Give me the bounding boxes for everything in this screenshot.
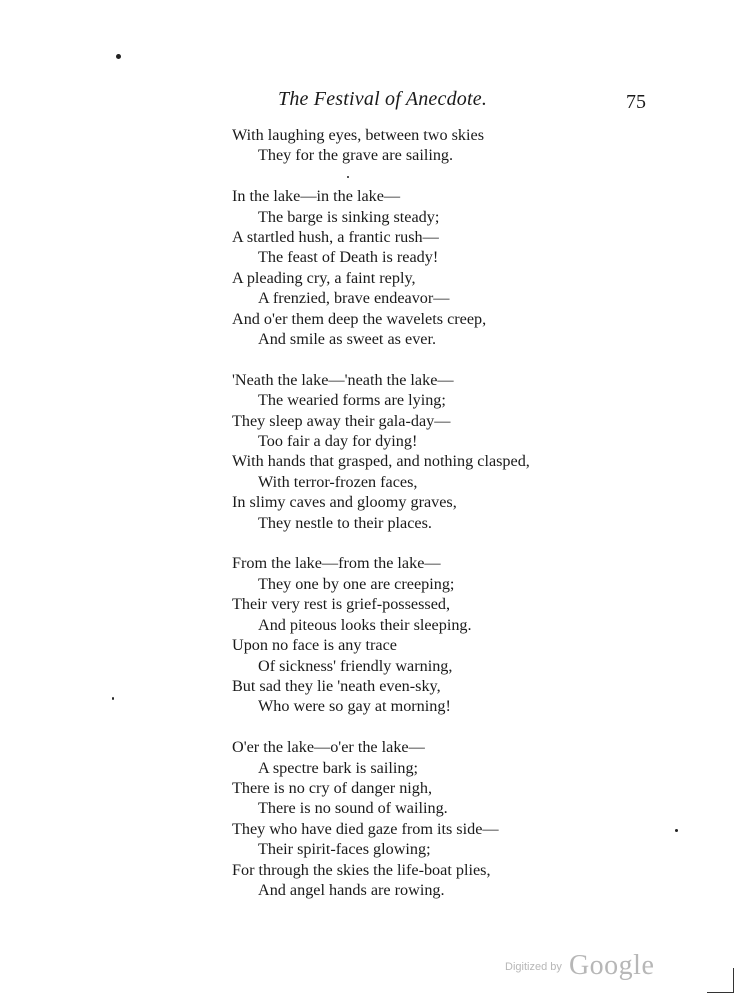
poem-line: And angel hands are rowing. bbox=[258, 880, 445, 899]
poem-line: With hands that grasped, and nothing clasped, bbox=[232, 452, 530, 471]
digitized-watermark bbox=[505, 950, 654, 982]
poem-line: 'Neath the lake—'neath the lake— bbox=[232, 370, 454, 389]
poem-line: They nestle to their places. bbox=[258, 513, 432, 532]
poem-line: And o'er them deep the wavelets creep, bbox=[232, 309, 487, 328]
poem-body bbox=[232, 125, 652, 921]
poem-line: With laughing eyes, between two skies bbox=[232, 126, 484, 144]
poem-line: And piteous looks their sleeping. bbox=[258, 615, 472, 634]
poem-line: There is no sound of wailing. bbox=[258, 799, 448, 818]
poem-line: For through the skies the life-boat plies, bbox=[232, 860, 491, 879]
poem-line: Too fair a day for dying! bbox=[258, 432, 418, 451]
poem-line: With terror-frozen faces, bbox=[258, 472, 418, 491]
page-header bbox=[0, 88, 735, 118]
poem-line: The feast of Death is ready! bbox=[258, 248, 439, 267]
ink-speck bbox=[675, 829, 678, 832]
poem-line: They one by one are creeping; bbox=[258, 574, 455, 593]
page-number: 75 bbox=[626, 91, 646, 113]
poem-line: From the lake—from the lake— bbox=[232, 554, 441, 573]
running-title: The Festival of Anecdote. bbox=[278, 88, 488, 110]
poem-line: The wearied forms are lying; bbox=[258, 391, 446, 410]
poem-line: A spectre bark is sailing; bbox=[258, 758, 419, 777]
stanza bbox=[232, 370, 652, 533]
ink-speck bbox=[116, 54, 121, 59]
poem-line: O'er the lake—o'er the lake— bbox=[232, 738, 425, 757]
stanza bbox=[232, 737, 652, 900]
poem-line: A pleading cry, a faint reply, bbox=[232, 268, 416, 287]
poem-line: And smile as sweet as ever. bbox=[258, 330, 437, 349]
poem-line: But sad they lie 'neath even-sky, bbox=[232, 676, 441, 695]
ink-speck bbox=[112, 697, 114, 700]
scan-corner-mark bbox=[707, 968, 734, 993]
google-logo: Google bbox=[568, 950, 655, 981]
poem-line: Who were so gay at morning! bbox=[258, 697, 451, 716]
stanza bbox=[232, 553, 652, 716]
poem-line: The barge is sinking steady; bbox=[258, 207, 440, 226]
poem-line: They for the grave are sailing. bbox=[258, 146, 454, 165]
poem-line: Of sickness' friendly warning, bbox=[258, 656, 453, 675]
poem-line: There is no cry of danger nigh, bbox=[232, 778, 433, 797]
poem-line: They sleep away their gala-day— bbox=[232, 411, 451, 430]
stanza bbox=[232, 186, 652, 349]
poem-line: In slimy caves and gloomy graves, bbox=[232, 493, 457, 512]
poem-line: A startled hush, a frantic rush— bbox=[232, 228, 439, 247]
poem-line: They who have died gaze from its side— bbox=[232, 819, 499, 838]
poem-line: Upon no face is any trace bbox=[232, 636, 397, 655]
poem-line: In the lake—in the lake— bbox=[232, 187, 401, 206]
poem-line: A frenzied, brave endeavor— bbox=[258, 289, 450, 308]
poem-line: Their spirit-faces glowing; bbox=[258, 840, 431, 859]
stanza bbox=[232, 125, 652, 166]
poem-line: Their very rest is grief-possessed, bbox=[232, 595, 451, 614]
watermark-prefix: Digitized by bbox=[505, 961, 562, 973]
